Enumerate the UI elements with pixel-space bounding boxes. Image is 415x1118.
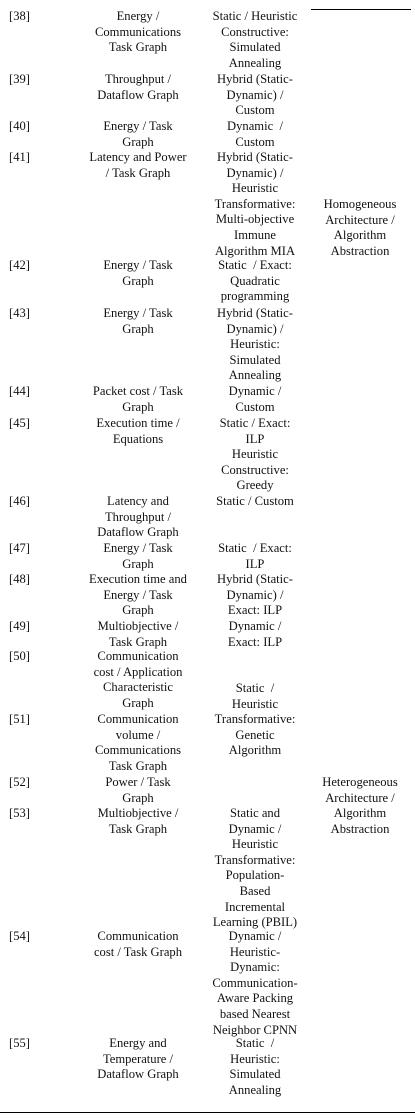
method-cell: Static and Dynamic / Heuristic Transformative: Population- Based Incremental Learning (PBIL)	[212, 806, 298, 930]
method-cell: Static / Heuristic Constructive: Simulated Annealing	[212, 9, 298, 70]
method-cell: Static / Exact: ILP Heuristic Constructive: Greedy	[219, 416, 291, 493]
method-cell: Hybrid (Static- Dynamic) / Heuristic: Simulated Annealing	[217, 306, 293, 383]
ref-cell: [51]	[9, 712, 30, 726]
ref-cell: [54]	[9, 929, 30, 943]
method-cell: Static / Heuristic Transformative: Genetic Algorithm	[214, 681, 296, 758]
ref-cell: [50]	[9, 649, 30, 663]
method-cell: Static / Custom	[216, 494, 294, 508]
table-top-rule	[311, 9, 411, 10]
method-cell: Static / Exact: Quadratic programming	[218, 258, 292, 304]
objective-cell: Energy / Task Graph	[103, 258, 173, 288]
ref-cell: [55]	[9, 1036, 30, 1050]
method-cell: Hybrid (Static- Dynamic) / Exact: ILP	[217, 572, 293, 618]
method-cell: Dynamic / Exact: ILP	[227, 619, 283, 649]
ref-cell: [42]	[9, 258, 30, 272]
objective-cell: Multiobjective / Task Graph	[97, 806, 179, 836]
objective-cell: Throughput / Dataflow Graph	[97, 72, 179, 102]
ref-cell: [52]	[9, 775, 30, 789]
ref-cell: [48]	[9, 572, 30, 586]
objective-cell: Energy and Temperature / Dataflow Graph	[97, 1036, 179, 1082]
objective-cell: Communication cost / Application Characteristic Graph	[93, 649, 183, 710]
objective-cell: Energy / Task Graph	[103, 541, 173, 571]
method-cell: Dynamic / Heuristic- Dynamic: Communication- Aware Packing based Nearest Neighbor CPNN	[212, 929, 298, 1037]
ref-cell: [39]	[9, 72, 30, 86]
table-bottom-rule	[0, 1112, 415, 1113]
method-cell: Hybrid (Static- Dynamic) / Heuristic Transformative: Multi-objective Immune Algorithm MIA	[214, 150, 296, 258]
objective-cell: Communication volume / Communications Task Graph	[94, 712, 182, 773]
objective-cell: Communication cost / Task Graph	[93, 929, 183, 959]
objective-cell: Execution time and Energy / Task Graph	[89, 572, 187, 618]
objective-cell: Power / Task Graph	[105, 775, 171, 805]
group-heterogeneous: Heterogeneous Architecture / Algorithm Abstraction	[322, 775, 398, 836]
objective-cell: Energy / Task Graph	[103, 119, 173, 149]
objective-cell: Latency and Throughput / Dataflow Graph	[97, 494, 179, 540]
objective-cell: Multiobjective / Task Graph	[97, 619, 179, 649]
ref-cell: [49]	[9, 619, 30, 633]
method-cell: Static / Exact: ILP	[218, 541, 292, 571]
ref-cell: [46]	[9, 494, 30, 508]
group-homogeneous: Homogeneous Architecture / Algorithm Abstraction	[323, 197, 397, 258]
objective-cell: Energy / Communications Task Graph	[94, 9, 182, 55]
ref-cell: [53]	[9, 806, 30, 820]
ref-cell: [43]	[9, 306, 30, 320]
objective-cell: Execution time / Equations	[96, 416, 180, 446]
method-cell: Hybrid (Static- Dynamic) / Custom	[217, 72, 293, 118]
ref-cell: [40]	[9, 119, 30, 133]
ref-cell: [45]	[9, 416, 30, 430]
method-cell: Dynamic / Custom	[227, 119, 283, 149]
objective-cell: Packet cost / Task Graph	[92, 384, 184, 414]
ref-cell: [41]	[9, 150, 30, 164]
objective-cell: Latency and Power / Task Graph	[89, 150, 187, 180]
method-cell: Dynamic / Custom	[228, 384, 282, 414]
objective-cell: Energy / Task Graph	[103, 306, 173, 336]
ref-cell: [38]	[9, 9, 30, 23]
method-cell: Static / Heuristic: Simulated Annealing	[228, 1036, 282, 1097]
ref-cell: [44]	[9, 384, 30, 398]
ref-cell: [47]	[9, 541, 30, 555]
